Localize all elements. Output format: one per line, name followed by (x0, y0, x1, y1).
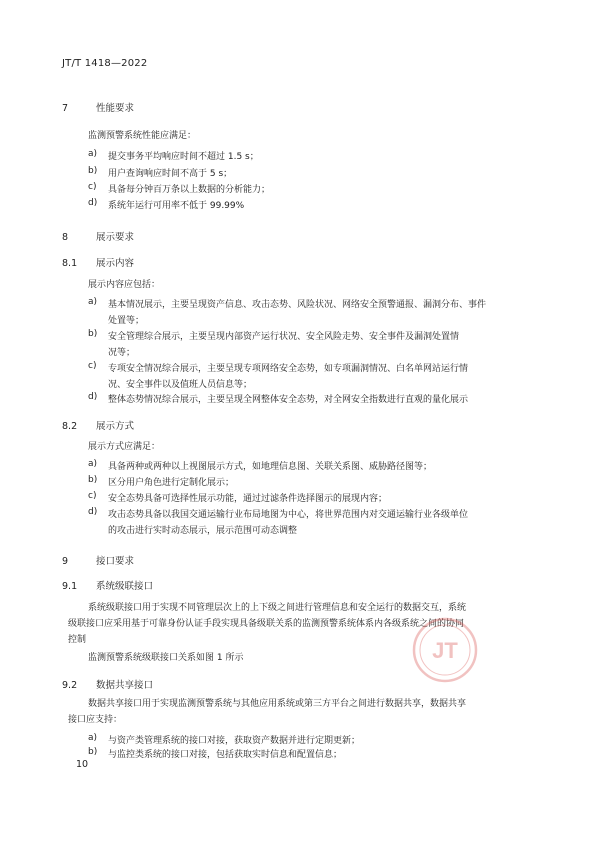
paragraph: 展示方式应满足： (88, 442, 161, 452)
section-title: 系统级联接口 (96, 581, 154, 592)
section-9-heading (62, 553, 134, 567)
list-item-line: 具备两种或两种以上视图展示方式，如地理信息图、关联关系图、威胁路径图等； (108, 462, 433, 472)
list-label: c) (88, 491, 97, 501)
stamp-text: JT (432, 638, 458, 663)
paragraph-line: 级联接口应采用基于可靠身份认证手段实现具备级联关系的监测预警系统体系内各级系统之间的协同 (68, 619, 465, 629)
page-number: 10 (76, 759, 89, 770)
section-number: 9 (62, 556, 69, 567)
section-title: 性能要求 (96, 103, 135, 114)
list-label: d) (88, 198, 98, 208)
list-item: 系统年运行可用率不低于 99.99% (108, 201, 245, 211)
list-item: 与资产类管理系统的接口对接，获取资产数据并进行定期更新； (108, 736, 361, 746)
list-item: 提交事务平均响应时间不超过 1.5 s； (108, 152, 259, 162)
list-item-line: 专项安全情况综合展示，主要呈现专项网络安全态势，如专项漏洞情况、白名单网站运行情 (108, 364, 469, 374)
list-label: b) (88, 475, 98, 485)
paragraph-line: 接口应支持： (68, 715, 123, 725)
list-label: b) (88, 166, 98, 176)
jt-watermark-stamp (412, 617, 478, 683)
list-label: b) (88, 747, 98, 757)
section-title: 数据共享接口 (96, 680, 154, 691)
section-7-heading (62, 100, 134, 114)
section-title: 接口要求 (96, 556, 135, 567)
section-8-2-heading (62, 418, 134, 432)
list-item: 用户查询响应时间不高于 5 s； (108, 169, 233, 179)
section-number: 7 (62, 103, 69, 114)
section-number: 8.1 (62, 258, 78, 269)
list-item-line: 况、安全事件以及值班人员信息等； (108, 380, 253, 390)
list-item-line: 的攻击进行实时动态展示，展示范围可动态调整 (108, 526, 298, 536)
paragraph-line: 系统级联接口用于实现不同管理层次上的上下级之间进行管理信息和安全运行的数据交互，系统 (88, 603, 467, 613)
list-item: 具备每分钟百万条以上数据的分析能力； (108, 185, 271, 195)
section-9-1-heading (62, 578, 153, 592)
section-number: 9.1 (62, 581, 78, 592)
list-item-line: 区分用户角色进行定制化展示； (108, 478, 235, 488)
standard-code-header: JT/T 1418—2022 (62, 58, 148, 69)
list-item-line: 安全态势具备可选择性展示功能，通过过滤条件选择图示的展现内容； (108, 494, 388, 504)
section-9-2-heading (62, 677, 153, 691)
list-item-line: 基本情况展示，主要呈现资产信息、攻击态势、风险状况、网络安全预警通报、漏洞分布、事件 (108, 300, 487, 310)
list-label: c) (88, 361, 97, 371)
list-label: a) (88, 459, 98, 469)
section-number: 9.2 (62, 680, 78, 691)
list-item-line: 攻击态势具备以我国交通运输行业布局地图为中心，将世界范围内对交通运输行业各级单位 (108, 510, 469, 520)
figure-reference: 监测预警系统级联接口关系如图 1 所示 (88, 653, 244, 663)
section-title: 展示内容 (96, 258, 135, 269)
list-item-line: 安全管理综合展示，主要呈现内部资产运行状况、安全风险走势、安全事件及漏洞处置情 (108, 332, 460, 342)
section-number: 8.2 (62, 421, 78, 432)
list-label: a) (88, 733, 98, 743)
list-item-line: 况等； (108, 348, 136, 358)
paragraph-line: 控制 (68, 635, 87, 645)
paragraph: 监测预警系统性能应满足： (88, 131, 197, 141)
list-item-line: 处置等； (108, 316, 145, 326)
list-label: d) (88, 392, 98, 402)
list-label: c) (88, 182, 97, 192)
section-title: 展示方式 (96, 421, 135, 432)
section-number: 8 (62, 232, 69, 243)
list-label: b) (88, 329, 98, 339)
list-item-line: 整体态势情况综合展示，主要呈现全网整体安全态势，对全网安全指数进行直观的量化展示 (108, 395, 469, 405)
section-title: 展示要求 (96, 232, 135, 243)
paragraph: 展示内容应包括： (88, 280, 161, 290)
section-8-1-heading (62, 255, 134, 269)
paragraph-line: 数据共享接口用于实现监测预警系统与其他应用系统或第三方平台之间进行数据共享，数据共享 (88, 699, 467, 709)
list-label: a) (88, 297, 98, 307)
list-label: d) (88, 507, 98, 517)
section-8-heading (62, 229, 134, 243)
list-item: 与监控类系统的接口对接，包括获取实时信息和配置信息； (108, 750, 343, 760)
list-label: a) (88, 149, 98, 159)
